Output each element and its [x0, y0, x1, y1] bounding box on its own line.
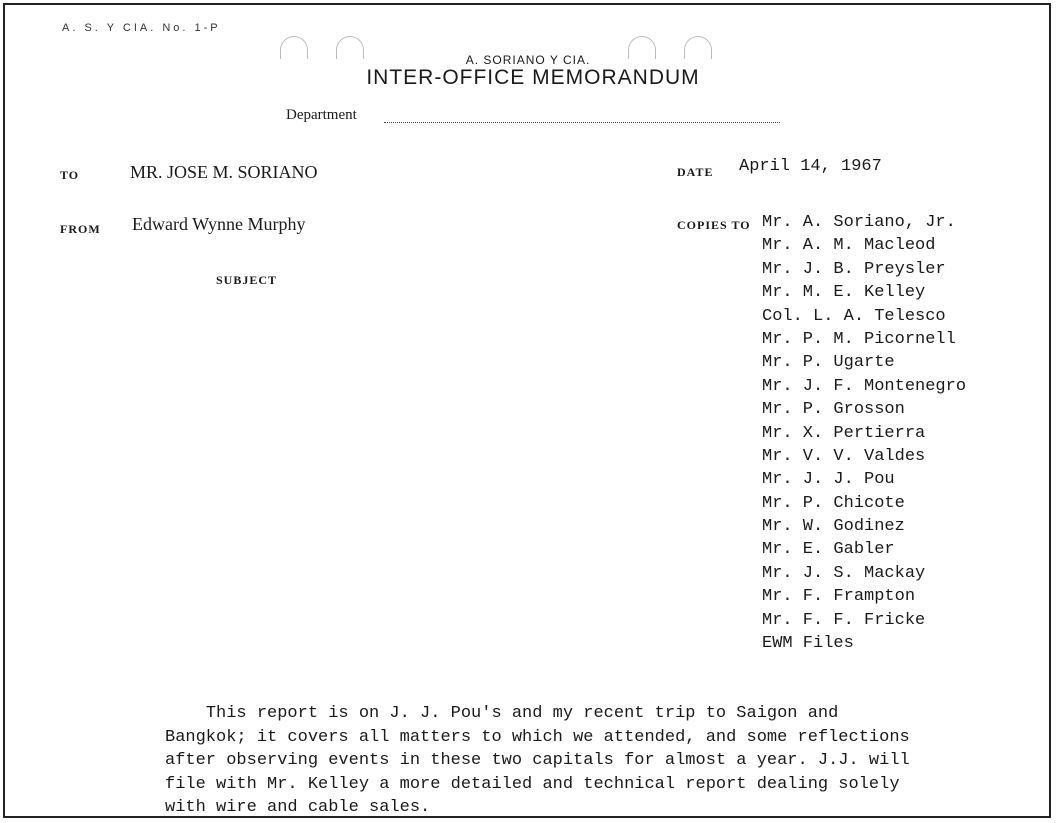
from-label: FROM [60, 222, 101, 236]
copies-recipient: Mr. E. Gabler [762, 540, 895, 560]
company-name: A. SORIANO Y CIA. [465, 53, 591, 67]
body-line: with wire and cable sales. [165, 798, 431, 817]
form-code: A. S. Y CIA. No. 1-P [62, 22, 221, 34]
copies-to-label: COPIES TO [677, 218, 751, 232]
copies-recipient: Mr. P. Chicote [762, 493, 905, 513]
body-line: Bangkok; it covers all matters to which we attended, and some reflections [165, 727, 910, 747]
copies-recipient: Mr. P. M. Picornell [762, 329, 956, 349]
from-value: Edward Wynne Murphy [132, 214, 306, 234]
copies-recipient: Mr. V. V. Valdes [762, 446, 926, 466]
copies-recipient: Mr. P. Ugarte [762, 353, 895, 373]
copies-recipient: Mr. F. F. Fricke [762, 610, 926, 630]
body-line: file with Mr. Kelley a more detailed and technical report dealing solely [165, 774, 900, 794]
body-line: This report is on J. J. Pou's and my recent trip to Saigon and [165, 704, 839, 723]
date-label: DATE [677, 165, 714, 179]
department-line [384, 122, 780, 123]
body-line: after observing events in these two capitals for almost a year. J.J. will [165, 751, 910, 770]
copies-recipient: Mr. J. J. Pou [762, 470, 895, 490]
copies-recipient: EWM Files [762, 634, 854, 654]
copies-recipient: Mr. X. Pertierra [762, 423, 926, 443]
copies-recipient: Mr. A. Soriano, Jr. [762, 213, 956, 232]
date-value: April 14, 1967 [739, 157, 882, 176]
to-value: MR. JOSE M. SORIANO [130, 162, 318, 182]
to-label: TO [60, 168, 80, 182]
memo-title: INTER-OFFICE MEMORANDUM [366, 66, 700, 89]
copies-recipient: Mr. J. S. Mackay [762, 563, 926, 583]
copies-recipient: Mr. J. B. Preysler [762, 259, 946, 279]
copies-recipient: Mr. A. M. Macleod [762, 236, 936, 256]
department-label: Department [286, 107, 357, 123]
copies-recipient: Mr. M. E. Kelley [762, 283, 926, 303]
copies-recipient: Mr. J. F. Montenegro [762, 376, 967, 396]
copies-recipient: Mr. W. Godinez [762, 517, 905, 537]
copies-recipient: Mr. P. Grosson [762, 400, 905, 420]
copies-recipient: Mr. F. Frampton [762, 587, 916, 607]
copies-recipient: Col. L. A. Telesco [762, 306, 946, 326]
memo-body [165, 702, 1005, 820]
subject-label: SUBJECT [216, 273, 278, 287]
copies-list [762, 211, 966, 655]
